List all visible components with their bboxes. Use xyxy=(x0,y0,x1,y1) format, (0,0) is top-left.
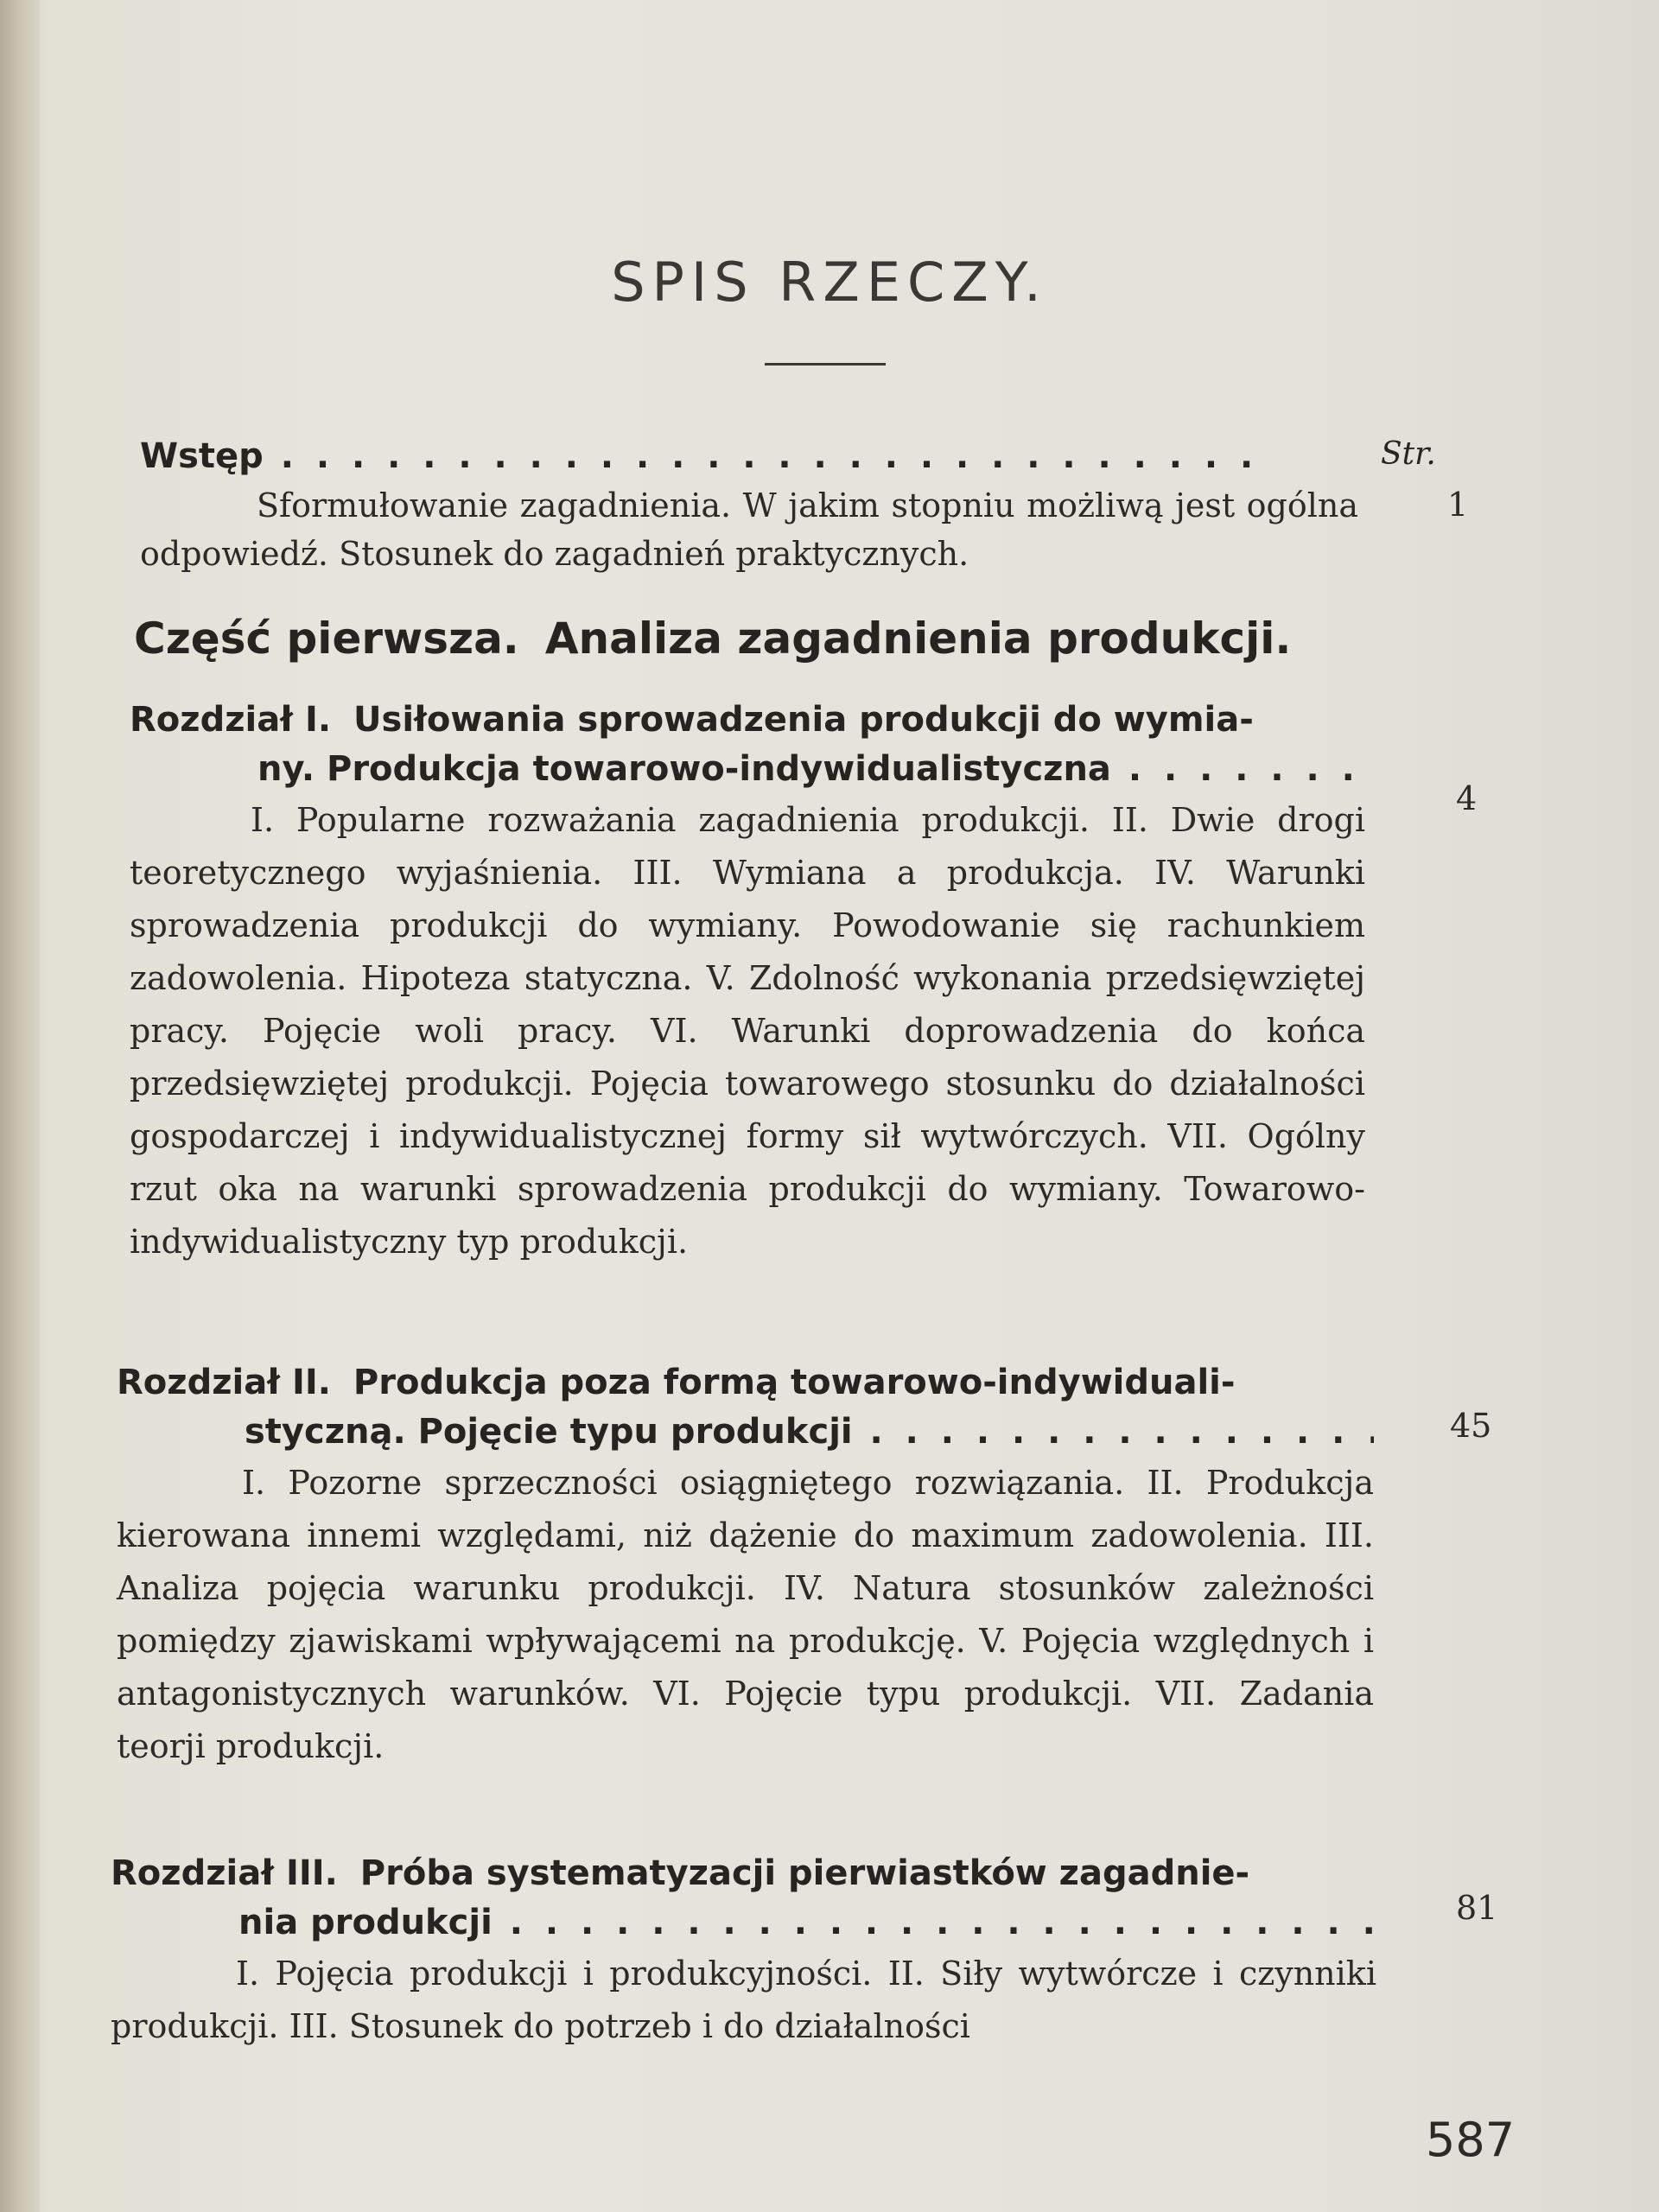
intro-entry xyxy=(140,432,1358,578)
intro-summary: Sformułowanie zagadnienia. W jakim stopniu możliwą jest ogólna odpowiedź. Stosunek do zagadnień praktycznych. xyxy=(140,486,1358,573)
chapter-entry xyxy=(117,1358,1374,1773)
page-column-label: Str. xyxy=(1381,436,1436,472)
chapter-title-line2 xyxy=(117,1408,1374,1457)
chapter-title-line2 xyxy=(111,1898,1376,1948)
chapter-page-number: 4 xyxy=(1456,779,1478,817)
leader-dots xyxy=(264,436,1258,476)
chapter-page-number: 45 xyxy=(1450,1407,1492,1445)
chapter-entry xyxy=(111,1849,1376,2053)
chapter-summary: I. Pozorne sprzeczności osiągniętego rozwiązania. II. Produkcja kierowana innemi względami, niż dążenie do maximum zadowolenia. III. Analiza pojęcia warunku produkcji. IV. Natura stosunków zależności pomiędzy zjawiskami wpływającemi na produkcję. V. Pojęcia względnych i antagonistycznych warunków. VI. Pojęcie typu produkcji. VII. Zadania teorji produkcji. xyxy=(117,1464,1374,1765)
intro-heading xyxy=(140,432,1358,481)
chapter-heading xyxy=(130,696,1365,794)
part-label: Część pierwsza. xyxy=(134,613,519,664)
intro-heading-text: Wstęp xyxy=(140,436,264,476)
folio-page-number: 587 xyxy=(1426,2113,1516,2167)
chapter-summary: I. Popularne rozważania zagadnienia produkcji. II. Dwie drogi teoretycznego wyjaśnienia. III. Wymiana a produkcja. IV. Warunki sprowadzenia produkcji do wymiany. Powodowanie się rachunkiem zadowolenia. Hipoteza statyczna. V. Zdolność wykonania przedsięwziętej pracy. Pojęcie woli pracy. VI. Warunki doprowadzenia do końca przedsięwziętej produkcji. Pojęcia towarowego stosunku do działalności gospodarczej i indywidualistycznej formy sił wytwórczych. VII. Ogólny rzut oka na warunki sprowadzenia produkcji do wymiany. Towarowo-indywidualistyczny typ produkcji. xyxy=(130,801,1365,1261)
chapter-label: Rozdział I. xyxy=(130,700,332,740)
chapter-label: Rozdział II. xyxy=(117,1363,331,1402)
chapter-label: Rozdział III. xyxy=(111,1853,338,1893)
part-heading xyxy=(134,613,1395,664)
chapter-heading xyxy=(111,1849,1376,1948)
chapter-entry xyxy=(130,696,1365,1268)
title-rule xyxy=(765,363,886,365)
intro-page-number: 1 xyxy=(1447,486,1469,524)
chapter-heading xyxy=(117,1358,1374,1457)
chapter-title-line2 xyxy=(130,745,1365,794)
leader-dots xyxy=(853,1412,1374,1452)
chapter-title-text: styczną. Pojęcie typu produkcji xyxy=(245,1412,853,1452)
chapter-page-number: 81 xyxy=(1456,1889,1498,1927)
chapter-title-line1: Usiłowania sprowadzenia produkcji do wymia- xyxy=(353,700,1254,740)
chapter-title-text: nia produkcji xyxy=(238,1903,493,1942)
chapter-title-text: ny. Produkcja towarowo-indywidualistyczna xyxy=(257,749,1111,789)
page-title: SPIS RZECZY. xyxy=(611,251,1048,314)
leader-dots xyxy=(493,1903,1376,1942)
chapter-title-line1: Próba systematyzacji pierwiastków zagadnie- xyxy=(359,1853,1250,1893)
part-title: Analiza zagadnienia produkcji. xyxy=(544,613,1292,664)
leader-dots xyxy=(1111,749,1365,789)
chapter-title-line1: Produkcja poza formą towarowo-indywiduali- xyxy=(353,1363,1236,1402)
chapter-summary: I. Pojęcia produkcji i produkcyjności. II. Siły wytwórcze i czynniki produkcji. III. Stosunek do potrzeb i do działalności xyxy=(111,1955,1376,2045)
